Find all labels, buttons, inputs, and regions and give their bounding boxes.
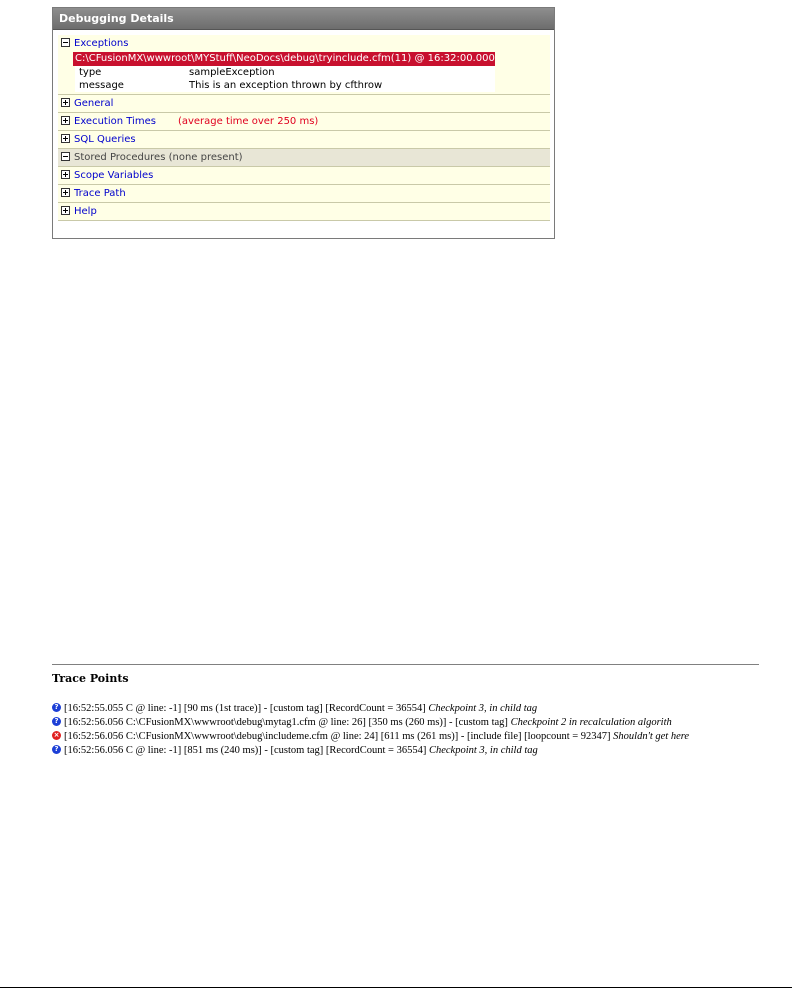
sql-queries-label[interactable]: SQL Queries <box>74 134 136 145</box>
expand-icon[interactable] <box>61 134 70 143</box>
debugging-details-panel <box>52 7 555 239</box>
expand-icon[interactable] <box>61 116 70 125</box>
exception-key: message <box>79 80 124 91</box>
collapse-icon[interactable] <box>61 38 70 47</box>
stored-procedures-label: Stored Procedures (none present) <box>74 152 243 163</box>
expand-icon[interactable] <box>61 206 70 215</box>
trace-points-list <box>52 702 772 758</box>
collapse-icon <box>61 152 70 161</box>
info-icon: ? <box>52 703 61 712</box>
trace-text: [16:52:56.056 C @ line: -1] [851 ms (240 ms)] - [custom tag] [RecordCount = 36554] <box>64 745 429 756</box>
exception-path: C:\CFusionMX\wwwroot\MYStuff\NeoDocs\debug\tryinclude.cfm(11) @ 16:32:00.000 <box>75 53 495 64</box>
trace-message: Checkpoint 3, in child tag <box>428 703 538 714</box>
stored-procedures-section <box>58 149 550 167</box>
trace-item <box>52 744 772 758</box>
info-icon: ? <box>52 745 61 754</box>
trace-text: [16:52:56.056 C:\CFusionMX\wwwroot\debug\mytag1.cfm @ line: 26] [350 ms (260 ms)] - [custom tag] <box>64 717 511 728</box>
trace-message: Checkpoint 3, in child tag <box>428 745 538 756</box>
execution-times-label[interactable]: Execution Times <box>74 116 156 127</box>
trace-item <box>52 716 772 730</box>
sql-queries-section[interactable] <box>58 131 550 149</box>
exception-key: type <box>79 67 102 78</box>
general-label[interactable]: General <box>74 98 114 109</box>
help-section[interactable] <box>58 203 550 221</box>
exceptions-toggle[interactable] <box>58 35 550 52</box>
panel-title: Debugging Details <box>53 8 554 30</box>
exceptions-label[interactable]: Exceptions <box>74 38 129 49</box>
expand-icon[interactable] <box>61 170 70 179</box>
execution-times-note: (average time over 250 ms) <box>177 116 319 127</box>
trace-message: Checkpoint 2 in recalculation algorith <box>510 717 672 728</box>
trace-item <box>52 702 772 716</box>
exception-value: sampleException <box>189 67 275 78</box>
trace-path-label[interactable]: Trace Path <box>74 188 126 199</box>
expand-icon[interactable] <box>61 188 70 197</box>
trace-text: [16:52:56.056 C:\CFusionMX\wwwroot\debug\includeme.cfm @ line: 24] [611 ms (261 ms)] - [include file] [loopcount = 92347] <box>64 731 614 742</box>
exception-value: This is an exception thrown by cfthrow <box>189 80 383 91</box>
scope-variables-section[interactable] <box>58 167 550 185</box>
execution-times-section[interactable] <box>58 113 550 131</box>
trace-points-title: Trace Points <box>52 672 129 685</box>
exception-type-row <box>75 66 495 79</box>
panel-body <box>58 35 550 221</box>
bottom-divider <box>0 987 792 988</box>
exceptions-section <box>58 35 550 95</box>
help-label[interactable]: Help <box>74 206 97 217</box>
trace-message: Shouldn't get here <box>613 731 690 742</box>
divider <box>52 664 759 665</box>
trace-item <box>52 730 772 744</box>
exception-message-row <box>75 79 495 92</box>
error-icon: × <box>53 731 60 740</box>
info-icon: ? <box>52 717 61 726</box>
exception-details <box>75 66 495 92</box>
general-section[interactable] <box>58 95 550 113</box>
scope-variables-label[interactable]: Scope Variables <box>74 170 154 181</box>
trace-path-section[interactable] <box>58 185 550 203</box>
expand-icon[interactable] <box>61 98 70 107</box>
trace-text: [16:52:55.055 C @ line: -1] [90 ms (1st trace)] - [custom tag] [RecordCount = 36554] <box>64 703 429 714</box>
